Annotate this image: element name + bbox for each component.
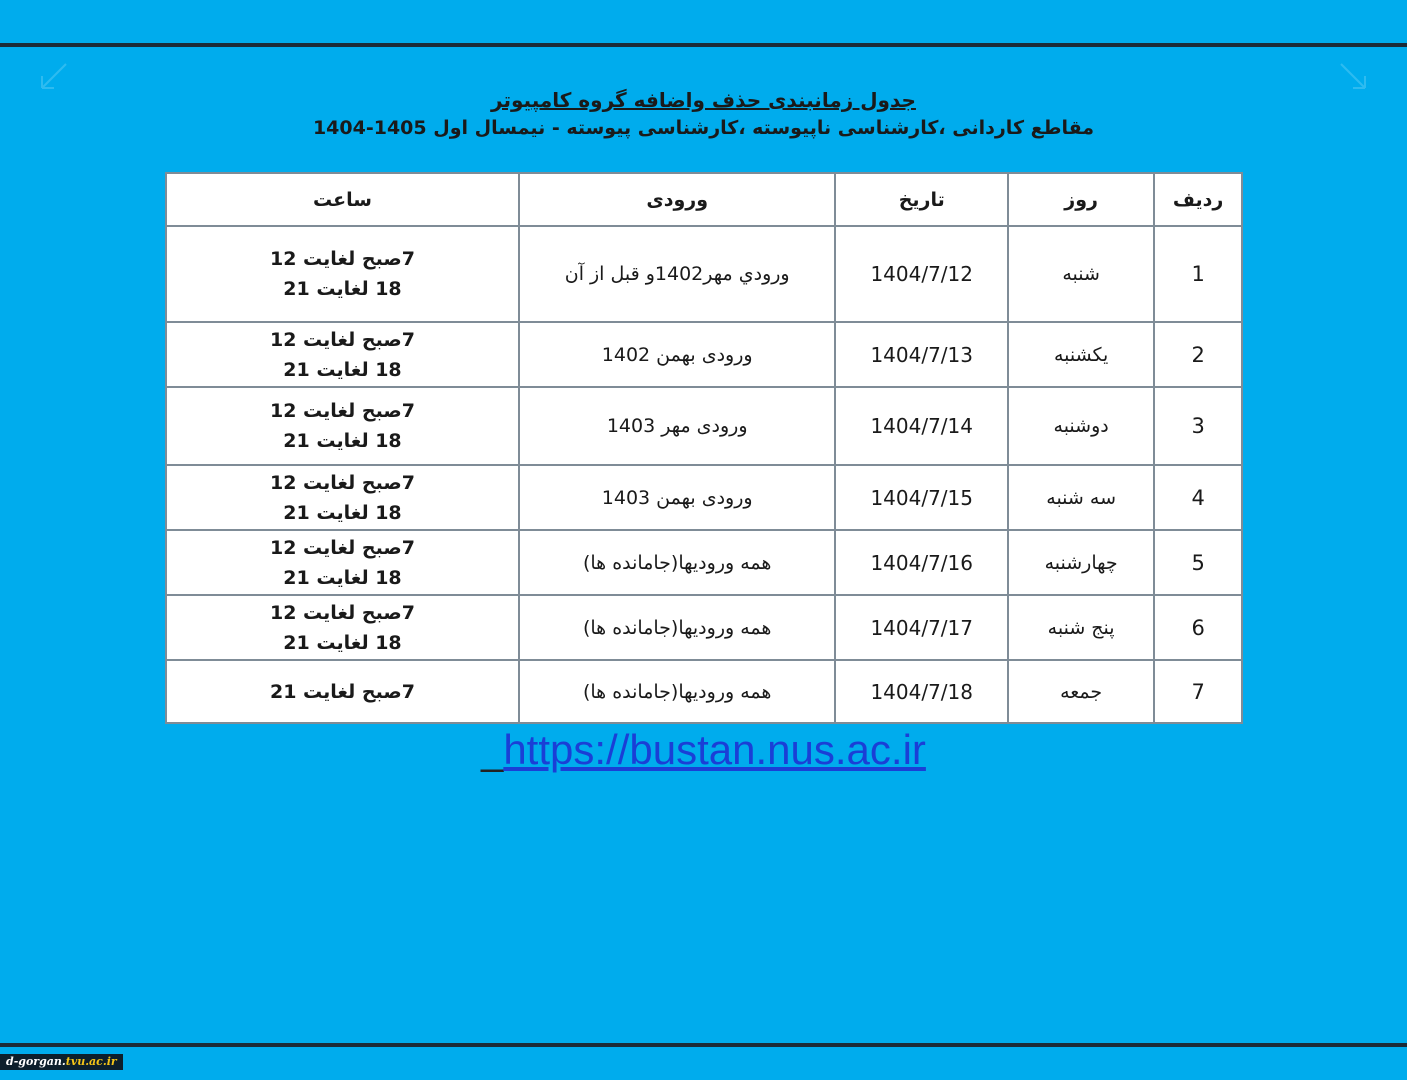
table-header-row	[166, 173, 1242, 226]
page-subtitle: مقاطع کاردانی ،کارشناسی ناپیوسته ،کارشناسی پیوسته - نیمسال اول 1405-1404	[312, 117, 1095, 139]
header-tarikh: تاریخ	[835, 173, 1008, 226]
saat-line-2: 18 لغایت 21	[283, 278, 402, 300]
cell-radif: 1	[1154, 226, 1242, 322]
table-row	[166, 465, 1242, 530]
table-row	[166, 322, 1242, 387]
site-badge	[0, 1054, 123, 1070]
cell-ruz: شنبه	[1008, 226, 1154, 322]
cell-tarikh: 1404/7/15	[835, 465, 1008, 530]
saat-line-2: 18 لغایت 21	[283, 430, 402, 452]
cell-ruz: جمعه	[1008, 660, 1154, 723]
cell-radif: 5	[1154, 530, 1242, 595]
schedule-table	[165, 172, 1243, 724]
cell-vorudi: همه ورودیها(جامانده ها)	[519, 595, 836, 660]
top-divider	[0, 43, 1407, 47]
table-row	[166, 387, 1242, 465]
cell-saat	[166, 595, 519, 660]
saat-line-1: 7صبح لغایت 12	[269, 471, 415, 494]
cell-vorudi: ورودی مهر 1403	[519, 387, 836, 465]
saat-line-2: 18 لغایت 21	[283, 358, 402, 381]
cell-tarikh: 1404/7/18	[835, 660, 1008, 723]
cell-saat	[166, 465, 519, 530]
cell-saat	[166, 660, 519, 723]
bottom-divider	[0, 1043, 1407, 1047]
saat-line-2: 18 لغایت 21	[283, 501, 402, 524]
header-ruz: روز	[1008, 173, 1154, 226]
header-saat: ساعت	[166, 173, 519, 226]
cell-saat	[166, 322, 519, 387]
cell-tarikh: 1404/7/17	[835, 595, 1008, 660]
table-row	[166, 595, 1242, 660]
badge-text-accent: tvu.ac.ir	[65, 1055, 117, 1068]
page-title	[0, 86, 1407, 114]
saat-line-1: 7صبح لغایت 12	[269, 248, 415, 270]
bustan-link[interactable]: https://bustan.nus.ac.ir	[503, 726, 926, 773]
cell-vorudi: همه ورودیها(جامانده ها)	[519, 660, 836, 723]
table-row	[166, 530, 1242, 595]
saat-line-1: 7صبح لغایت 12	[269, 328, 415, 351]
saat-line-2: 18 لغایت 21	[283, 631, 402, 654]
saat-line-1: 7صبح لغایت 12	[269, 536, 415, 559]
cell-radif: 2	[1154, 322, 1242, 387]
saat-line-2: 18 لغایت 21	[283, 566, 402, 589]
saat-line-1: 7صبح لغایت 21	[269, 680, 415, 703]
cell-ruz: چهارشنبه	[1008, 530, 1154, 595]
cell-vorudi: ورودی بهمن 1403	[519, 465, 836, 530]
header-radif: ردیف	[1154, 173, 1242, 226]
cell-saat	[166, 530, 519, 595]
cell-tarikh: 1404/7/16	[835, 530, 1008, 595]
header-vorudi: ورودی	[519, 173, 836, 226]
badge-text-main: d-gorgan.	[6, 1055, 66, 1068]
cell-ruz: سه شنبه	[1008, 465, 1154, 530]
cell-vorudi: ورودي مهر1402و قبل از آن	[519, 226, 836, 322]
cell-radif: 6	[1154, 595, 1242, 660]
cell-tarikh: 1404/7/14	[835, 387, 1008, 465]
cell-saat	[166, 226, 519, 322]
cell-radif: 7	[1154, 660, 1242, 723]
cell-ruz: پنج شنبه	[1008, 595, 1154, 660]
saat-line-1: 7صبح لغایت 12	[269, 400, 415, 422]
cell-ruz: یکشنبه	[1008, 322, 1154, 387]
cell-ruz: دوشنبه	[1008, 387, 1154, 465]
cell-vorudi: همه ورودیها(جامانده ها)	[519, 530, 836, 595]
cell-tarikh: 1404/7/13	[835, 322, 1008, 387]
saat-line-1: 7صبح لغایت 12	[269, 601, 415, 624]
table-row	[166, 226, 1242, 322]
cell-tarikh: 1404/7/12	[835, 226, 1008, 322]
link-prefix: _	[481, 729, 504, 773]
cell-radif: 3	[1154, 387, 1242, 465]
cell-radif: 4	[1154, 465, 1242, 530]
link-row	[0, 726, 1407, 774]
cell-saat	[166, 387, 519, 465]
cell-vorudi: ورودی بهمن 1402	[519, 322, 836, 387]
page-title-text: جدول زمانبندی حذف واضافه گروه کامپیوتر	[491, 88, 916, 112]
table-row	[166, 660, 1242, 723]
